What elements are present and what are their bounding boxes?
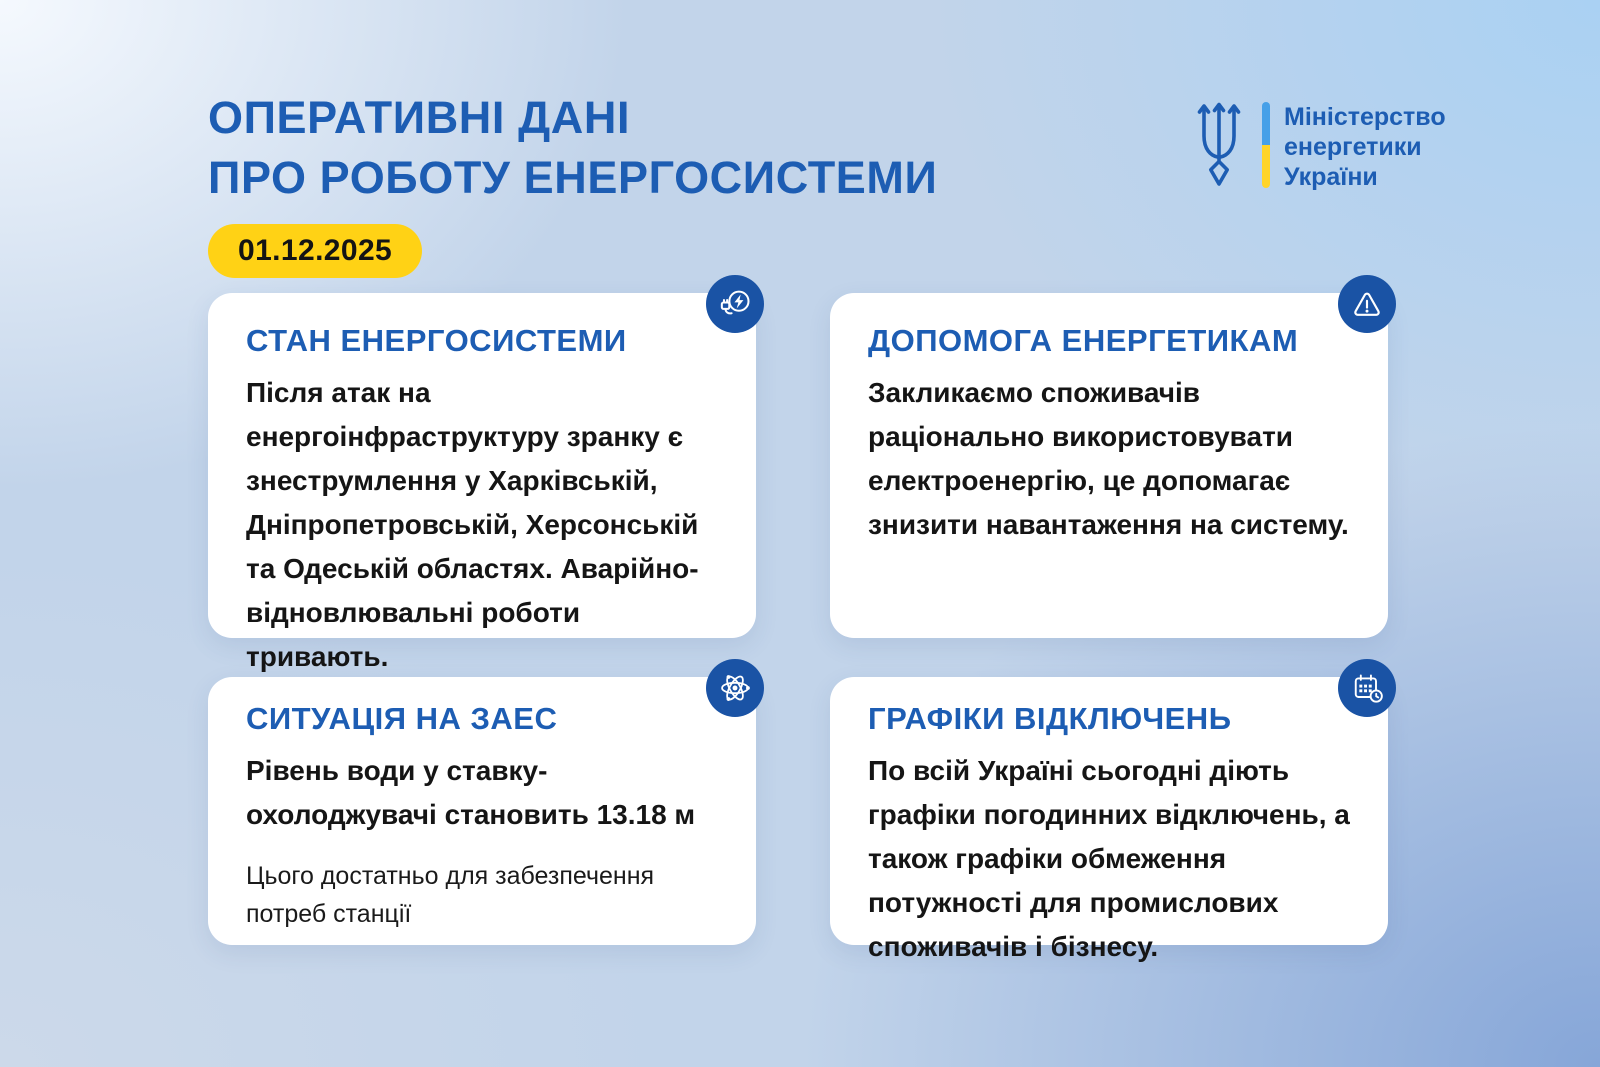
card-znpp-situation <box>208 677 756 945</box>
date-badge: 01.12.2025 <box>208 224 422 278</box>
card-body: Після атак на енергоінфраструктуру зранку є знеструмлення у Харківській, Дніпропетровській, Херсонській та Одеській областях. Аварійно-відновлювальні роботи тривають. <box>246 377 699 672</box>
plug-lightbulb-icon <box>706 275 764 333</box>
warning-triangle-icon <box>1338 275 1396 333</box>
card-title: ДОПОМОГА ЕНЕРГЕТИКАМ <box>868 323 1299 358</box>
card-outage-schedules <box>830 677 1388 962</box>
card-title: СИТУАЦІЯ НА ЗАЕС <box>246 701 558 736</box>
card-body: Закликаємо споживачів раціонально використовувати електроенергію, це допомагає знизити навантаження на систему. <box>868 377 1349 540</box>
card-body: Рівень води у ставку-охолоджувачі становить 13.18 м <box>246 755 696 830</box>
flag-divider-bar <box>1262 102 1270 188</box>
ministry-name-line2: енергетики <box>1284 133 1422 161</box>
page-title-line2: ПРО РОБОТУ ЕНЕРГОСИСТЕМИ <box>208 152 938 203</box>
atom-icon <box>706 659 764 717</box>
calendar-clock-icon <box>1338 659 1396 717</box>
card-note: Цього достатньо для забезпечення потреб станції <box>246 862 655 928</box>
ministry-logo <box>1188 100 1446 195</box>
ministry-name <box>1284 100 1446 192</box>
ukraine-trident-icon <box>1188 100 1250 195</box>
ministry-name-line1: Міністерство <box>1284 103 1446 131</box>
card-title: СТАН ЕНЕРГОСИСТЕМИ <box>246 323 627 358</box>
card-title: ГРАФІКИ ВІДКЛЮЧЕНЬ <box>868 701 1232 736</box>
page-title <box>208 88 937 208</box>
ministry-name-line3: України <box>1284 163 1378 191</box>
card-body: По всій Україні сьогодні діють графіки погодинних відключень, а також графіки обмеження потужності для промислових споживачів і бізнесу. <box>868 755 1350 962</box>
card-grid-status <box>208 293 756 672</box>
card-help-energy-workers <box>830 293 1388 638</box>
page-title-line1: ОПЕРАТИВНІ ДАНІ <box>208 92 631 143</box>
